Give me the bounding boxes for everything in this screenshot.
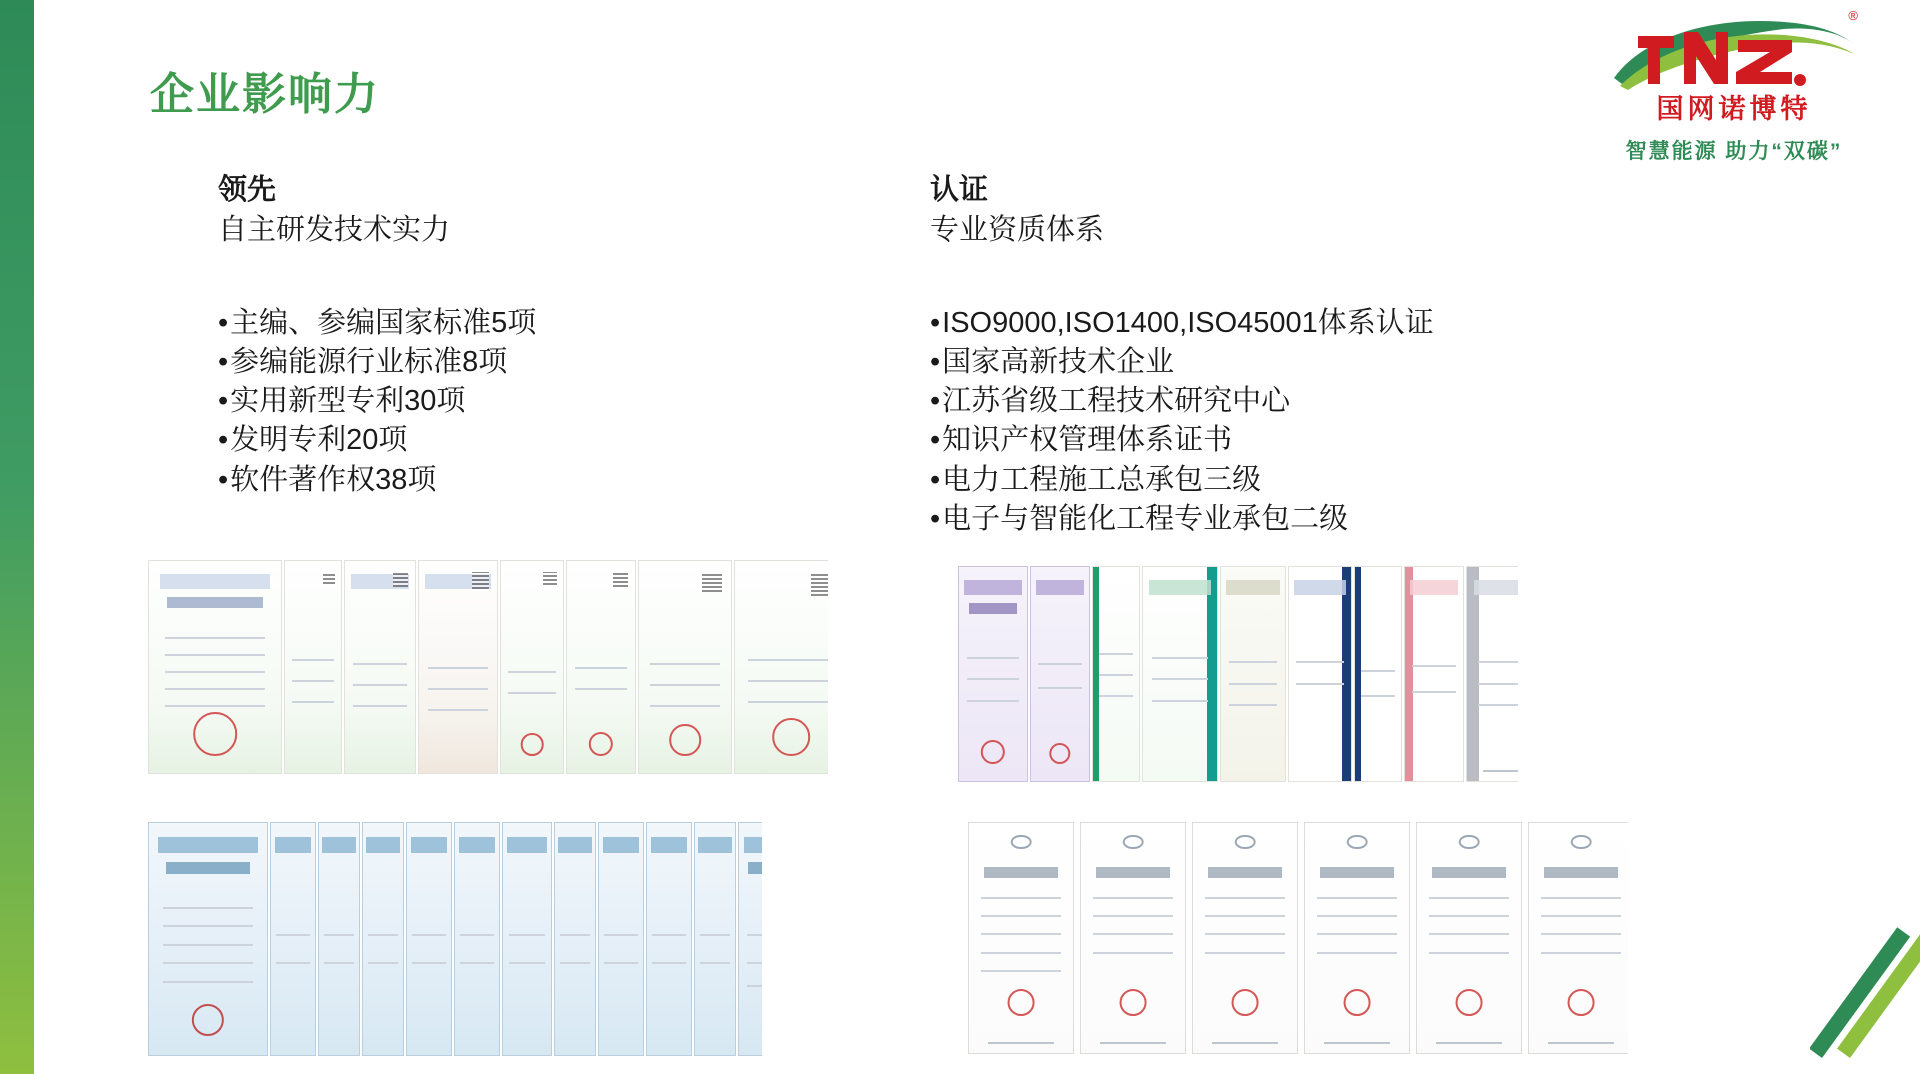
- certificate-image: [406, 822, 452, 1056]
- list-item: • 发明专利20项: [218, 421, 738, 460]
- column-certification-bullet-list: [930, 304, 1630, 539]
- certificate-image: [1528, 822, 1628, 1054]
- certificate-image: [734, 560, 828, 774]
- list-item: • 电力工程施工总承包三级: [930, 461, 1630, 500]
- column-certification: [930, 172, 1630, 555]
- certificate-seal-icon: [669, 724, 701, 756]
- column-leading: [218, 172, 738, 516]
- certificate-seal-icon: [1008, 989, 1035, 1016]
- certificate-image: [270, 822, 316, 1056]
- column-certification-heading: 认证: [930, 174, 989, 206]
- certificate-image: [1142, 566, 1218, 782]
- company-logo: [1584, 6, 1884, 165]
- certificate-seal-icon: [1568, 989, 1595, 1016]
- certificate-seal-icon: [193, 712, 237, 756]
- certificate-image: [1220, 566, 1286, 782]
- product-certificates-gallery: [968, 822, 1628, 1058]
- certificate-image: [1304, 822, 1410, 1054]
- logo-mark-icon: [1604, 6, 1864, 102]
- certificate-side-band: [1342, 567, 1351, 781]
- certificate-seal-icon: [1232, 989, 1259, 1016]
- certificate-emblem-icon: [1011, 835, 1032, 849]
- certificate-seal-icon: [589, 732, 613, 756]
- certificate-image: [1080, 822, 1186, 1054]
- certificate-image: [1466, 566, 1518, 782]
- certificate-image: [148, 560, 282, 774]
- list-item: • 软件著作权38项: [218, 461, 738, 500]
- qr-code-icon: [613, 572, 628, 587]
- certificate-image: [1416, 822, 1522, 1054]
- page-title: 企业影响力: [150, 70, 380, 119]
- certificate-emblem-icon: [1571, 835, 1592, 849]
- certificate-emblem-icon: [1235, 835, 1256, 849]
- column-leading-subheading: 自主研发技术实力: [218, 214, 451, 247]
- certificate-image: [968, 822, 1074, 1054]
- qr-code-icon: [472, 572, 489, 589]
- certificate-emblem-icon: [1347, 835, 1368, 849]
- certificate-image: [1030, 566, 1090, 782]
- corner-accent: [1810, 924, 1920, 1074]
- certificate-side-band: [1467, 567, 1479, 781]
- certificate-image: [1092, 566, 1140, 782]
- management-system-certificates-gallery: [958, 566, 1518, 786]
- list-item: • 电子与智能化工程专业承包二级: [930, 500, 1630, 539]
- certificate-image: [694, 822, 736, 1056]
- certificate-image: [344, 560, 416, 774]
- certificate-image: [1288, 566, 1352, 782]
- column-leading-bullet-list: [218, 304, 738, 500]
- certificate-image: [284, 560, 342, 774]
- certificate-side-band: [1405, 567, 1413, 781]
- certificate-seal-icon: [1120, 989, 1147, 1016]
- patent-certificates-gallery: [148, 560, 828, 778]
- certificate-seal-icon: [1344, 989, 1371, 1016]
- certificate-side-band: [1207, 567, 1217, 781]
- certificate-seal-icon: [1049, 743, 1070, 764]
- certificate-image: [362, 822, 404, 1056]
- list-item: • 实用新型专利30项: [218, 382, 738, 421]
- left-accent-inner: [34, 0, 40, 1074]
- list-item: • 江苏省级工程技术研究中心: [930, 382, 1630, 421]
- list-item: • 主编、参编国家标准5项: [218, 304, 738, 343]
- certificate-seal-icon: [521, 733, 544, 756]
- column-leading-heading: 领先: [218, 174, 277, 206]
- certificate-image: [1354, 566, 1402, 782]
- certificate-emblem-icon: [1459, 835, 1480, 849]
- certificate-image: [318, 822, 360, 1056]
- qr-code-icon: [811, 572, 828, 597]
- list-item: • ISO9000,ISO1400,ISO45001体系认证: [930, 304, 1630, 343]
- certificate-image: [598, 822, 644, 1056]
- certificate-image: [454, 822, 500, 1056]
- qr-code-icon: [702, 572, 722, 592]
- certificate-emblem-icon: [1123, 835, 1144, 849]
- certificate-image: [500, 560, 564, 774]
- registered-mark-icon: ®: [1848, 8, 1858, 23]
- certificate-header-band: [160, 574, 271, 589]
- certificate-title-band: [167, 597, 262, 608]
- certificate-image: [958, 566, 1028, 782]
- certificate-image: [554, 822, 596, 1056]
- qr-code-icon: [323, 572, 335, 584]
- certificate-seal-icon: [192, 1004, 224, 1036]
- left-accent-bar: [0, 0, 34, 1074]
- certificate-image: [738, 822, 762, 1056]
- list-item: • 知识产权管理体系证书: [930, 421, 1630, 460]
- software-copyright-certificates-gallery: [148, 822, 762, 1058]
- certificate-image: [502, 822, 552, 1056]
- logo-tagline: 智慧能源 助力“双碳”: [1625, 140, 1843, 163]
- certificate-image: [566, 560, 636, 774]
- certificate-seal-icon: [1456, 989, 1483, 1016]
- list-item: • 国家高新技术企业: [930, 343, 1630, 382]
- certificate-seal-icon: [772, 718, 810, 756]
- certificate-side-band: [1355, 567, 1361, 781]
- certificate-image: [148, 822, 268, 1056]
- qr-code-icon: [543, 572, 557, 586]
- certificate-image: [1192, 822, 1298, 1054]
- certificate-image: [1404, 566, 1464, 782]
- certificate-seal-icon: [981, 740, 1005, 764]
- list-item: • 参编能源行业标准8项: [218, 343, 738, 382]
- certificate-image: [646, 822, 692, 1056]
- column-certification-subheading: 专业资质体系: [930, 214, 1105, 247]
- qr-code-icon: [393, 572, 408, 587]
- certificate-image: [418, 560, 498, 774]
- certificate-image: [638, 560, 732, 774]
- logo-brand-name: 国网诺博特: [1656, 94, 1812, 124]
